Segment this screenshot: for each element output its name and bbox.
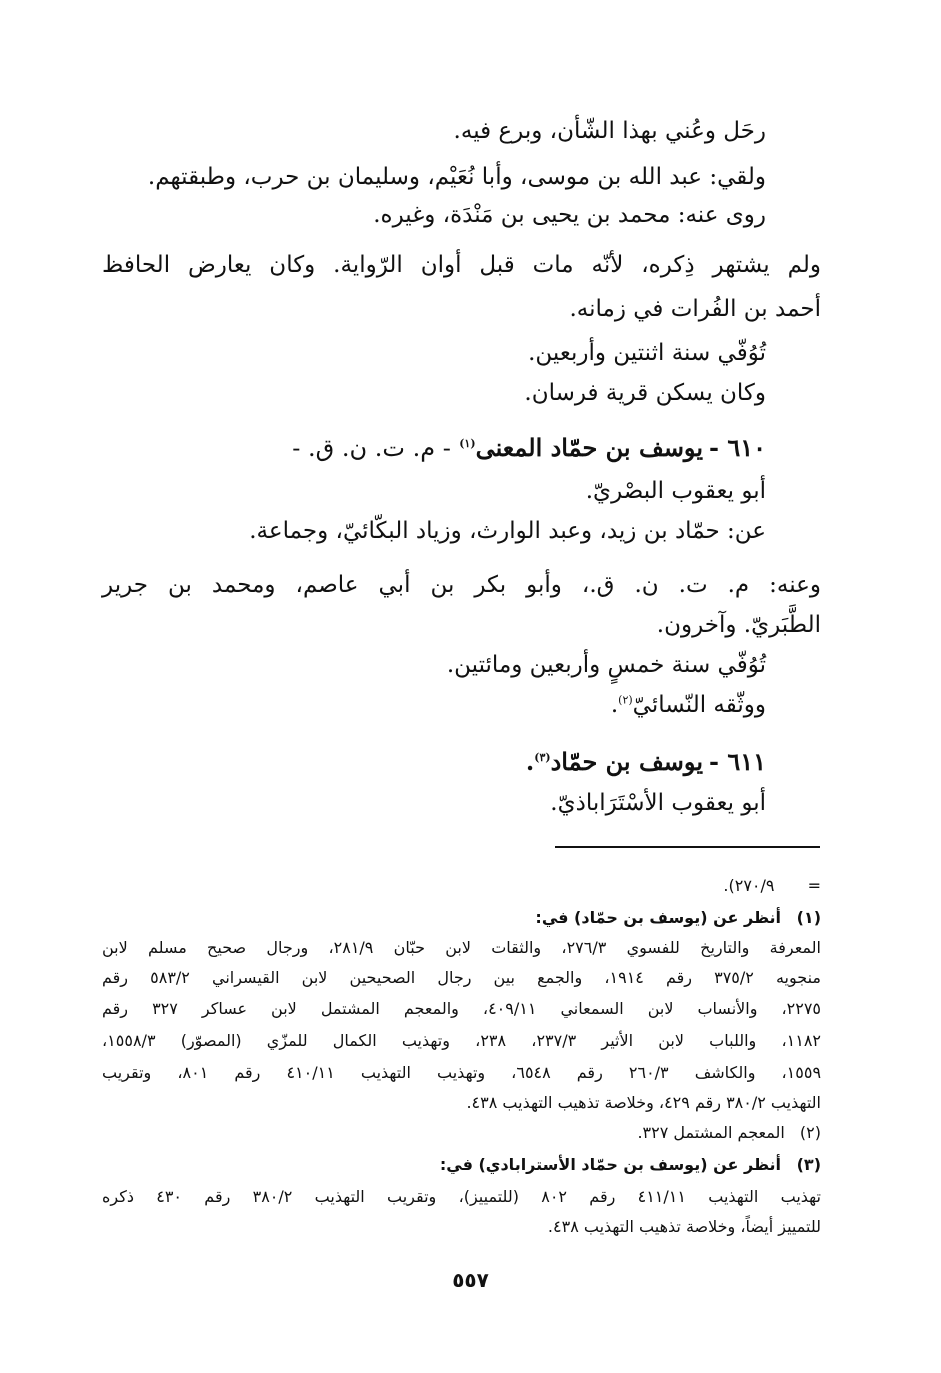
entry-number: ٦١١ - bbox=[709, 747, 766, 776]
footnote-line: منجويه ٣٧٥/٢ رقم ١٩١٤، والجمع بين رجال الصحيحين لابن القيسراني ٥٨٣/٢ رقم bbox=[102, 968, 821, 987]
footnote-text: ٢٧٠/٩). bbox=[723, 876, 775, 895]
footnote-3-head bbox=[440, 1155, 821, 1174]
footnote-line: المعرفة والتاريخ للفسوي ٢٧٦/٣، والثقات لابن حبّان ٢٨١/٩، ورجال صحيح مسلم لابن bbox=[102, 938, 822, 957]
continuation-mark: = bbox=[807, 876, 821, 895]
body-line: أبو يعقوب الأسْتَرَاباذيّ. bbox=[550, 790, 766, 816]
entry-name: يوسف بن حمّاد bbox=[550, 747, 703, 776]
body-line bbox=[611, 692, 766, 720]
body-text: ووثّقه النّسائيّ bbox=[632, 692, 766, 718]
body-line: عن: حمّاد بن زيد، وعبد الوارث، وزياد البكّائيّ، وجماعة. bbox=[249, 518, 766, 544]
footnote-line: ٢٢٧٥، والأنساب لابن السمعاني ٤٠٩/١١، والمعجم المشتمل لابن عساكر ٣٢٧ رقم bbox=[102, 999, 822, 1018]
page-number: ٥٥٧ bbox=[452, 1268, 489, 1292]
footnote-label: (٣) bbox=[796, 1155, 821, 1174]
footnote-1-head bbox=[535, 908, 821, 927]
footnote-continuation bbox=[723, 876, 821, 895]
body-line: تُوُفّي سنة اثنتين وأربعين. bbox=[528, 340, 766, 366]
footnote-line: للتمييز أيضاً، وخلاصة تذهيب التهذيب ٤٣٨. bbox=[547, 1217, 821, 1236]
entry-heading bbox=[526, 748, 766, 777]
footnote-line: تهذيب التهذيب ٤١١/١١ رقم ٨٠٢ (للتمييز)، وتقريب التهذيب ٣٨٠/٢ رقم ٤٣٠ ذكره bbox=[102, 1187, 822, 1206]
footnote-ref: (١) bbox=[459, 437, 476, 450]
footnote-text: المعجم المشتمل ٣٢٧. bbox=[637, 1123, 785, 1142]
footnote-2 bbox=[637, 1123, 821, 1142]
punctuation: . bbox=[610, 692, 619, 718]
footnote-line: ١٥٥٩، والكاشف ٢٦٠/٣ رقم ٦٥٤٨، وتهذيب التهذيب ٤١٠/١١ رقم ٨٠١، وتقريب bbox=[102, 1063, 822, 1082]
body-line: أبو يعقوب البصْريّ. bbox=[585, 478, 766, 504]
body-line: ولم يشتهر ذِكره، لأنّه مات قبل أوان الرّواية. وكان يعارض الحافظ bbox=[102, 252, 821, 278]
punctuation: . bbox=[525, 747, 535, 776]
entry-name: يوسف بن حمّاد المعنى bbox=[475, 433, 703, 462]
body-line: ولقي: عبد الله بن موسى، وأبا نُعَيْم، وسليمان بن حرب، وطبقتهم. bbox=[147, 164, 766, 190]
footnote-label: (٢) bbox=[799, 1123, 821, 1142]
footnote-line: ١١٨٢، واللباب لابن الأثير ٢٣٧/٣، ٢٣٨، وتهذيب الكمال للمزّي (المصوّر) ١٥٥٨/٣، bbox=[102, 1031, 822, 1050]
footnote-line: التهذيب ٣٨٠/٢ رقم ٤٢٩، وخلاصة تذهيب التهذيب ٤٣٨. bbox=[466, 1093, 821, 1112]
body-line: وعنه: م. ت. ن. ق.، وأبو بكر بن أبي عاصم، ومحمد بن جرير bbox=[102, 572, 821, 598]
body-line: وكان يسكن قرية فرسان. bbox=[524, 380, 766, 406]
body-line: روى عنه: محمد بن يحيى بن مَنْدَة، وغيره. bbox=[373, 202, 766, 228]
footnote-text: أنظر عن (يوسف بن حمّاد) في: bbox=[535, 908, 782, 927]
footnote-label: (١) bbox=[796, 908, 821, 927]
entry-heading bbox=[292, 434, 766, 463]
body-line: رحَل وعُني بهذا الشّأن، وبرع فيه. bbox=[453, 118, 766, 144]
footnote-text: أنظر عن (يوسف بن حمّاد الأسترابادي) في: bbox=[439, 1155, 782, 1174]
footnote-separator bbox=[555, 846, 820, 848]
body-line: تُوُفّي سنة خمسٍ وأربعين ومائتين. bbox=[446, 652, 766, 678]
body-line: أحمد بن الفُرات في زمانه. bbox=[569, 296, 821, 322]
entry-number: ٦١٠ - bbox=[709, 433, 766, 462]
footnote-ref: (٢) bbox=[618, 693, 633, 707]
entry-sigla: - م. ت. ن. ق. - bbox=[292, 434, 451, 462]
footnote-ref: (٣) bbox=[534, 751, 551, 764]
body-line: الطَّبَريّ. وآخرون. bbox=[656, 612, 821, 638]
